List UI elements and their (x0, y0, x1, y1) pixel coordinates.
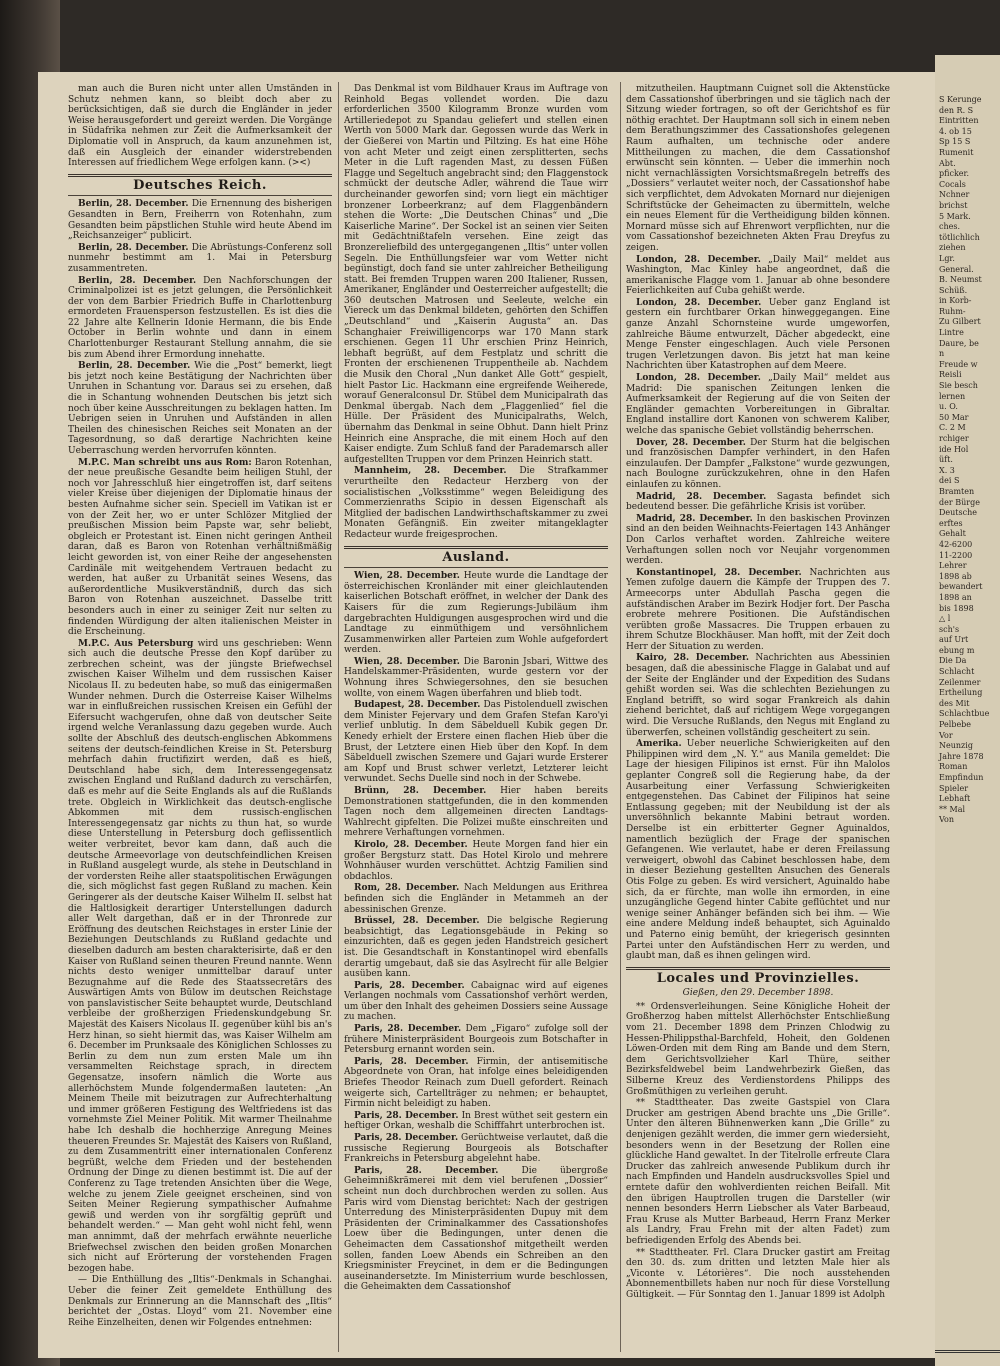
adjacent-page-line: rchiger (939, 434, 969, 443)
article-dateline: Mannheim, 28. December. (354, 466, 507, 477)
article-body: „Daily Mail“ meldet aus Washington, Mac Kinley habe angeordnet, daß die amerikanische Flagge vom 1. Januar ab ohne besondere Feierlichkeiten auf Cuba gehißt werde. (626, 254, 890, 297)
adjacent-page-line: ebung m (939, 645, 975, 655)
article (626, 653, 890, 738)
adjacent-page-line: △ l (939, 614, 951, 624)
adjacent-page-edge (935, 55, 1000, 1366)
adjacent-page-line: n (939, 349, 945, 359)
article-continued: Das Denkmal ist vom Bildhauer Kraus im Auftrage von Reinhold Begas vollendet worden. Die dazu erforderlichen 3500 Kilogramm Bronze wurden vom Artilleriedepot zu Spandau geliefert und stellen einen Werth von 5000 Mark dar. Gegossen wurde das Werk in der Gießerei von Martin und Piltzing. Es hat eine Höhe von acht Meter und zeigt einen zersplitterten, sechs Meter in die Luft ragenden Mast, zu dessen Füßen Flagge und Segeltuch angebracht sind; den Flaggenstock schmückt der deutsche Adler, während die Taue wirr durcheinander geworfen sind; vorn liegt ein mächtiger bronzener Lorbeerkranz; auf dem Flaggenbändern stehen die Worte: „Die Deutschen Chinas“ und „Die Kaiserliche Marine“. Der Sockel ist an seinen vier Seiten mit Gedächtnißtafeln versehen. Eine zeigt das Bronzereliefbild des untergegangenen „Iltis“ unter vollen Segeln. Die Enthüllungsfeier war vom Wetter nicht begünstigt, doch fand sie unter zahlreicher Betheiligung statt. Bei fremden Truppen waren 200 Italiener, Russen, Amerikaner, Engländer und Oesterreicher aufgestellt; die 360 deutschen Matrosen und Seeleute, welche ein Viereck um das Denkmal bildeten, gehörten den Schiffen „Deutschland“ und „Kaiserin Augusta“ an. Das Schanghaier Freiwilligencorps war 170 Mann stark erschienen. Gegen 11 Uhr erschien Prinz Heinrich, lebhaft begrüßt, auf dem Festplatz und schritt die Fronten der erschienenen Truppentheile ab. Nachdem die Musik den Choral „Nun danket Alle Gott“ gespielt, hielt Pastor Lic. Hackmann eine ergreifende Weiherede, worauf Generalconsul Dr. Stübel dem Municipalrath das Denkmal übergab. Nach dem „Flaggenlied“ fiel die Hülle. Der Präsident des Municipalraths, Welch, übernahm das Denkmal in seine Obhut. Dann hielt Prinz Heinrich eine Ansprache, die mit einem Hoch auf den Kaiser endigte. Zum Schluß fand der Parademarsch aller aufgestellten Truppen vor dem Prinzen Heinrich statt. (344, 84, 608, 465)
article (344, 1057, 608, 1110)
adjacent-page-line: Schüß. (939, 285, 968, 295)
article-dateline: Konstantinopel, 28. December. (636, 567, 802, 578)
article (344, 1024, 608, 1056)
article (344, 571, 608, 656)
article-dateline: Paris, 28. December. (354, 1165, 499, 1176)
local-article: ** Ordensverleihungen. Seine Königliche Hoheit der Großherzog haben mittelst Allerhöchster Entschließung vom 21. December 1898 dem Prinzen Chlodwig zu Hessen-Philippsthal-Barchfeld, Hoheit, den Goldenen Löwen-Orden mit dem Ring am Bande und dem Stern, dem Gerichtsvollzieher Karl Thüre, seither Bezirksfeldwebel beim Landwehrbezirk Gießen, das Silberne Kreuz des Verdienstordens Philipps des Großmüthigen zu verleihen geruht. (626, 1001, 890, 1097)
adjacent-page-line: Daure, be (939, 338, 979, 348)
section-title-locales: Locales und Provinzielles. (656, 970, 860, 986)
adjacent-page-line: 1898 ab (939, 571, 972, 581)
article (344, 786, 608, 839)
adjacent-page-line: auf Urt (939, 635, 969, 645)
column-rule (338, 82, 339, 1352)
adjacent-page-line: Sie besch (939, 381, 978, 391)
adjacent-page-line: brichst (939, 200, 968, 210)
adjacent-page-line: Schlacht (939, 667, 975, 677)
adjacent-page-line: tötlichlich (939, 232, 980, 242)
article-dateline: Berlin, 28. December. (78, 275, 197, 286)
adjacent-page-line: Cocals (939, 179, 966, 189)
article (626, 568, 890, 653)
article-body: Die Ernennung des bisherigen Gesandten in Bern, Freiherrn von Rotenhahn, zum Gesandten beim päpstlichen Stuhle wird heute Abend im „Reichsanzeiger“ publicirt. (68, 199, 332, 242)
local-article: ** Stadttheater. Frl. Clara Drucker gastirt am Freitag den 30. ds. zum dritten und letzten Male hier als „Viconte v. Létorières“. Die noch ausstehenden Abonnementbillets haben nur noch für diese Vorstellung Gültigkeit. — Für Sonntag den 1. Januar 1899 ist Adolph (626, 1247, 890, 1300)
article (344, 466, 608, 540)
adjacent-page-line: 42-6200 (939, 539, 973, 549)
article (344, 916, 608, 980)
adjacent-page-line: den R. S (939, 105, 974, 115)
article-body: Die Strafkammer verurtheilte den Redacteur Herzberg von der socialistischen „Volksstimme“ wegen Beleidigung des Commerzienraths Scipio in dessen Eigenschaft als Mitglied der badischen Landwirthschaftskammer zu zwei Monaten Gefängniß. Ein zweiter mitangeklagter Redacteur wurde freigesprochen. (344, 466, 608, 540)
article (344, 981, 608, 1023)
article-body: Der Sturm hat die belgischen und französischen Dampfer verhindert, in den Hafen einzulaufen. Der Dampfer „Falkstone“ wurde gezwungen, nach Boulogne zurückzukehren, ohne in den Hafen einlaufen zu können. (626, 437, 890, 490)
article-dateline: Rom, 28. December. (354, 883, 460, 894)
adjacent-page-line: Freude w (939, 359, 978, 369)
adjacent-page-text (935, 55, 1000, 826)
article (344, 1111, 608, 1132)
article-body: Ueber ganz England ist gestern ein furchtbarer Orkan hinweggegangen. Eine ganze Anzahl Schornsteine wurde umgeworfen, zahlreiche Bäume entwurzelt, Dächer abgedeckt, eine Menge Fenster eingeschlagen. Auch viele Personen trugen Verletzungen davon. Bis jetzt hat man keine Nachrichten über Katastrophen auf dem Meere. (626, 297, 890, 372)
article-dateline: Wien, 28. December. (354, 656, 460, 667)
article (68, 361, 332, 456)
adjacent-page-line: Lgr. (939, 253, 955, 263)
adjacent-page-line: Nchner (939, 190, 970, 200)
article-dateline: Kairo, 28. December. (636, 653, 750, 664)
article-body: Ueber neuerliche Schwierigkeiten auf den Philippinen wird dem „N. Y.“ aus Manila gemeldet: Die Lage der hiesigen Filipinos ist ernst. Für ihn Malolos geplanter Congreß soll die Regierung habe, da der Ausarbeitung einer Verfassung Schwierigkeiten entgegenstehen. Das Cabinet der Filipinos hat seine Entlassung gegeben; mit der Neubildung ist der als unversöhnlich bekannte Mabini betraut worden. Derselbe ist ein erbitterter Gegner Aguinaldos, namentlich bezüglich der Frage der spanischen Gefangenen. Wie verlautet, habe er deren Freilassung verweigert, obwohl das Cabinet beschlossen habe, dem in dieser Beziehung gestellten Ansuchen des Generals Otis Folge zu geben. Es wird versichert, Aguinaldo habe sich, da er fürchte, man wolle ihn ermorden, in eine unzugängliche Gegend hinter Cabite geflüchtet und nur wenige seiner Anhänger befänden sich bei ihm. — Wie eine andere Meldung indeß behauptet, sich Aguinaldo und Paterno einig bemüht, der kriegerisch gesinnten Partei unter den Aufständischen Herr zu werden, und glaubt man, daß es ihnen gelingen wird. (626, 739, 890, 962)
article-dateline: Paris, 28. December. (354, 1024, 462, 1035)
adjacent-page-line: Eintritten (939, 116, 979, 126)
adjacent-page-line: Abt. (939, 158, 956, 168)
divider (68, 195, 332, 196)
article-body: Heute Morgen fand hier ein großer Bergsturz statt. Das Hotel Kirolo und mehrere Wohnhäuser wurden verschüttet. Achtzig Familien sind obdachlos. (344, 839, 608, 882)
article (626, 298, 890, 372)
adjacent-page-line: Roman (939, 762, 968, 772)
adjacent-page-line: sch's (939, 624, 960, 634)
article-body: Nachrichten aus Abessinien besagen, daß die abessinische Flagge in Galabat und auf der Seite der Engländer und der Expedition des Sudans gehißt worden sei. Was die schlechten Beziehungen zu England betrifft, so wird sogar Frankreich als dahin ziehend berichtet, daß auf richtigem Wege vorgegangen wird. Die Versuche Rußlands, den Negus mit England zu überwerfen, scheinen vollständig gescheitert zu sein. (626, 653, 890, 738)
article-continued: mitzutheilen. Hauptmann Cuignet soll die Aktenstücke dem Cassationshof überbringen und sie täglich nach der Sitzung wieder fortragen, so oft der Gerichtshof es für nöthig erachtet. Der Hauptmann soll sich in einem neben dem Berathungszimmer des Cassationshofes gelegenen Raum aufhalten, um technische oder andere Mittheilungen zu machen, die dem Cassationshof erwünscht sein könnten. — Ueber die immerhin noch nicht vernachlässigten Vorsichtsmaßregeln betreffs des „Dossiers“ verlautet weiter noch, der Cassationshof habe sich verpflichtet, dem Advokaten Mornard nur diejenigen Schriftstücke der Geheimacten zu übermitteln, welche ein neues Element für die Vertheidigung bilden können. Mornard müsse sich auf Ehrenwort verpflichten, nur die vom Cassationshof bezeichneten Akten Frau Dreyfus zu zeigen. (626, 84, 890, 253)
article (344, 700, 608, 785)
adjacent-page-line: erftes (939, 518, 963, 528)
article-dateline: London, 28. December. (636, 297, 762, 308)
article-body: Sagasta befindet sich bedeutend besser. Die gefährliche Krisis ist vorüber. (626, 491, 890, 513)
adjacent-page-line: ziehen (939, 243, 966, 253)
article-body: Gerüchtweise verlautet, daß die russische Regierung Bourgeois als Botschafter Frankreichs in Petersburg abgelehnt habe. (344, 1133, 608, 1165)
article-body: Heute wurde die Landtage der österreichischen Kronländer mit einer gleichlautenden kaiserlichen Botschaft eröffnet, in welcher der Dank des Kaisers für die zum Regierungs-Jubiläum ihm dargebrachten Huldigungen ausgesprochen wird und die Landtage zu einmüthigem und versöhnlichem Zusammenwirken aller Parteien zum Wohle aufgefordert werden. (344, 571, 608, 656)
adjacent-page-line: ** Mal (939, 804, 966, 814)
article-body: Die Baronin Jsbari, Wittwe des Handelskammer-Präsidenten, wurde gestern vor der Wohnung ihres Schwiegersohnes, den sie besuchen wollte, von einem Wagen überfahren und blieb todt. (344, 656, 608, 699)
column-3 (626, 84, 890, 1346)
article-dateline: M.P.C. Man schreibt uns aus Rom: (78, 457, 252, 468)
article-body: Nach Meldungen aus Erithrea befinden sich die Engländer in Metammeh an der abessinischen Grenze. (344, 883, 608, 915)
article (68, 276, 332, 361)
adjacent-page-line: Ruhm- (939, 306, 966, 316)
article (626, 373, 890, 437)
adjacent-page-line: Die Da (939, 656, 967, 666)
adjacent-page-line: 4. ob 15 (939, 126, 972, 136)
adjacent-page-line: bewandert (939, 582, 983, 592)
adjacent-page-line: Lehrer (939, 561, 967, 571)
article-dateline: Berlin, 28. December. (78, 242, 189, 253)
adjacent-page-line: bis 1898 (939, 603, 974, 613)
article-dateline: Paris, 28. December. (354, 1056, 469, 1067)
adjacent-page-line: Bramten (939, 486, 975, 496)
adjacent-page-line: Pelbebe (939, 720, 972, 730)
divider (935, 1350, 1000, 1353)
section-divider (68, 174, 332, 177)
article-body: Dem „Figaro“ zufolge soll der frühere Ministerpräsident Bourgeois zum Botschafter in Petersburg ernannt worden sein. (344, 1024, 608, 1056)
adjacent-page-line: 5 Mark. (939, 211, 971, 221)
adjacent-page-line: Sp 15 S (939, 137, 971, 147)
article (626, 514, 890, 567)
article-dateline: Brünn, 28. December. (354, 786, 487, 796)
article-dateline: Madrid, 28. December. (636, 491, 767, 502)
adjacent-page-line: Von (939, 815, 955, 825)
adjacent-page-line: ches. (939, 222, 961, 232)
article (68, 458, 332, 638)
adjacent-page-line: Ertheilung (939, 688, 983, 698)
article (68, 199, 332, 241)
adjacent-page-line: der Bürge (939, 497, 980, 507)
adjacent-page-line: Empfindun (939, 773, 984, 782)
adjacent-page-line: Lebhaft (939, 794, 971, 804)
article-dateline: Dover, 28. December. (636, 437, 746, 448)
section-title-deutsches-reich: Deutsches Reich. (133, 177, 267, 193)
article-body: Wie die „Post“ bemerkt, liegt bis jetzt noch keine Bestätigung der Nachrichten über Unruhen in Schantung vor. Daraus sei zu ersehen, daß die in Schantung wohnenden Deutschen bis jetzt sich noch über keine Ausschreitungen zu beklagen hatten. Im Uebrigen seien in Unruhen und Aufständen in allen Theilen des chinesischen Reiches seit Monaten an der Tagesordnung, so daß derartige Nachrichten keine Ueberraschung werden hervorrufen könnten. (68, 361, 332, 456)
article-body: In den baskischen Provinzen sind an den beiden Weihnachts-Feiertagen 143 Anhänger Don Carlos verhaftet worden. Zahlreiche weitere Verhaftungen sollen noch vor Neujahr vorgenommen werden. (626, 513, 890, 567)
adjacent-page-line: Spieler (939, 783, 969, 793)
adjacent-page-line: Zu Gilbert (939, 317, 981, 327)
article-dateline: London, 28. December. (636, 254, 761, 265)
adjacent-page-line: in Korb- (939, 296, 972, 306)
article (68, 243, 332, 275)
adjacent-page-line: Rumenit (939, 147, 974, 157)
article-body: wird uns geschrieben: Wenn sich auch die deutsche Presse den Kopf darüber zu zerbrechen scheint, was der jüngste Briefwechsel zwischen Kaiser Wilhelm und dem russischen Kaiser Nicolaus II. zu bedeuten habe, so muß das einigermaßen Wunder nehmen. Durch die Osterreise Kaiser Wilhelms war in einflußreichen russischen Kreisen ein Gefühl der Eifersucht wachgerufen, ohne daß von deutscher Seite irgend welche Veranlassung dazu gegeben wurde. Auch sollte der Abschluß des deutsch-englischen Abkommens seitens der deutsch-feindlichen Kreise in St. Petersburg mehrfach dahin fructifizirt werden, daß es hieß, Deutschland habe sich, dem Interessengegensatz zwischen England und Rußland dadurch zu verschärfen, daß es mehr auf die Seite Englands als auf die Rußlands trete. Obgleich in Wirklichkeit das deutsch-englische Abkommen mit dem russisch-englischen Interessengegensatz gar nichts zu thun hat, so wurde diese Unterstellung in Petersburg doch geflissentlich weiter verbreitet, bevor kam dann, daß auch die deutsche Armeevorlage von deutschfeindlichen Kreisen in Rußland ausgelegt wurde, als stehe in Deutschland in der vordersten Reihe aller staatspolitischen Erwägungen die, sich möglichst fast gegen Rußland zu machen. Kein Geringerer als der deutsche Kaiser Wilhelm II. selbst hat die Haltlosigkeit derartiger Unterstellungen dadurch aller Welt dargethan, daß er in der Thronrede zur Eröffnung des deutschen Reichstages in erster Linie der Beziehungen Deutschlands zu Rußland gedachte und dieselben dadurch am besten charakterisirte, daß er den Kaiser von Rußland seinen theuren Freund nannte. Wenn nichts desto weniger unmittelbar darauf unter Bezugnahme auf die Rede des Staatssecretärs des Auswärtigen Amts von Bülow im deutschen Reichstage von panslavistischer Seite behauptet wurde, Deutschland verbleibe der großherzigen Friedenskundgebung Sr. Majestät des Kaisers Nicolaus II. gegenüber kühl bis an's Herz hinan, so sieht hiermit das, was Kaiser Wilhelm am 6. December im Prunksaale des Königlichen Schlosses zu Berlin zu dem nun zum ersten Male um ihn versammelten Reichstage sprach, in directem Gegensatze, insofern nämlich die Worte aus allerhöchstem Munde folgendermaßen lauteten: „An Meinem Theile mit beizutragen zur Aufrechterhaltung und immer größeren Festigung des Weltfriedens ist das vornehmste Ziel Meiner Politik. Mit warmer Theilnahme habe Ich deshalb die hochherzige Anregung Meines theueren Freundes Sr. Majestät des Kaisers von Rußland, zu dem Zusammentritt einer internationalen Conferenz begrüßt, welche dem Frieden und der bestehenden Ordnung der Dinge zu dienen bestimmt ist. Die auf der Conferenz zu Tage tretenden Ansichten über die Wege, welche zu jenem Ziele geeignet erscheinen, sind von Seiten Meiner Regierung sympathischer Aufnahme gewiß und werden von ihr sorgfältig geprüft und behandelt werden.“ — Man geht wohl nicht fehl, wenn man annimmt, daß der mehrfach erwähnte neuerliche Briefwechsel zwischen den beiden großen Monarchen sich nicht auf Erörterung der vorstehenden Fragen bezogen habe. (68, 638, 332, 1274)
article-body: Die übergroße Geheimnißkrämerei mit dem viel berufenen „Dossier“ scheint nun doch durchbrochen werden zu sollen. Aus Paris wird vom Dienstag berichtet: Nach der gestrigen Unterredung des Ministerpräsidenten Dupuy mit dem Präsidenten der Criminalkammer des Cassationshofes Loew über die Bedingungen, unter denen die Geheimacten dem Cassationshof mitgetheilt werden sollen, fanden Loew Abends ein Schreiben an den Kriegsminister Freycinet, in dem er die Bedingungen auseinandersetzte. Im Ministerrium wurde beschlossen, die Geheimakten dem Cassationshof (344, 1165, 608, 1293)
article-body: In Brest wüthet seit gestern ein heftiger Orkan, weshalb die Schifffahrt unterbrochen ist. (344, 1110, 608, 1132)
article-body: „Daily Mail“ meldet aus Madrid: Die spanischen Zeitungen lenken die Aufmerksamkeit der Regierung auf die von Seiten der Engländer gemachten Vorbereitungen in Gibraltar. England installire dort Kanonen von schwerem Kaliber, welche das spanische Gebiet vollständig beherrschen. (626, 373, 890, 436)
adjacent-page-line: C. 2 M (939, 423, 966, 433)
adjacent-page-line: dei S (939, 476, 960, 486)
article: — Die Enthüllung des „Iltis“-Denkmals in Schanghai. Ueber die feiner Zeit gemeldete Enthüllung des Denkmals zur Erinnerung an die Mannschaft des „Iltis“ berichtet der „Ostas. Lloyd“ vom 21. November eine Reihe Einzelheiten, denen wir Folgendes entnehmen: (68, 1275, 332, 1328)
section-title-ausland: Ausland. (442, 549, 510, 565)
article-body: Die Abrüstungs-Conferenz soll nunmehr bestimmt am 1. Mai in Petersburg zusammentreten. (68, 242, 332, 274)
article-body: Baron Rotenhan, der neue preußische Gesandte beim heiligen Stuhl, der noch vor Jahresschluß hier eingetroffen ist, darf seitens vieler Kreise über diejenigen der Diplomatie hinaus der besten Aufnahme sicher sein. Speciell im Vatikan ist er von der Zeit her, wo er unter Schlözer Mitglied der preußischen Mission beim Papste war, sehr beliebt, obgleich er Protestant ist. Einen nicht geringen Antheil daran, daß es Baron von Rotenhan verhältnißmäßig leicht geworden ist, von einer Reihe der angesehensten Cardinäle mit weitgehendem Vertrauen bedacht zu werden, hat außer zu Urbanität seines Wesens, das außerordentliche Musikverständniß, durch das sich Baron von Rotenhan auszeichnet. Dasselbe tritt besonders auch in einer zu seiniger Zeit nur selten zu findenden Würdigung der alten italienischen Meister in die Erscheinung. (68, 457, 332, 638)
adjacent-page-line: 1898 an (939, 592, 972, 602)
adjacent-page-line: Jahre 1878 (939, 751, 984, 761)
adjacent-page-line: Deutsche (939, 508, 977, 518)
article (626, 255, 890, 297)
article-dateline: Kirolo, 28. December. (354, 839, 468, 850)
adjacent-page-line: pficker. (939, 169, 970, 179)
adjacent-page-line: u. O. (939, 402, 958, 412)
adjacent-page-line: Reisli (939, 370, 962, 380)
adjacent-page-line: General. (939, 264, 974, 274)
article-dateline: Berlin, 28. December. (78, 199, 189, 210)
adjacent-page-line: X. 3 (939, 465, 955, 475)
article-dateline: Wien, 28. December. (354, 571, 460, 582)
adjacent-page-line: Schlachtbue (939, 709, 990, 719)
divider (344, 567, 608, 568)
adjacent-page-line: Neunzig (939, 741, 973, 751)
article (626, 739, 890, 961)
section-divider (344, 546, 608, 549)
article-body: Die belgische Regierung beabsichtigt, das Legationsgebäude in Peking so einzurichten, daß es gegen jeden Handstreich gesichert ist. Die Gesandtschaft in Konstantinopel wird ebenfalls derartig umgebaut, daß sie das Asylrecht für alle Belgier ausüben kann. (344, 916, 608, 980)
adjacent-page-line: des Mit (939, 698, 970, 708)
adjacent-page-line: üft. (939, 455, 953, 465)
article-body: Firmin, der antisemitische Abgeordnete von Oran, hat infolge eines beleidigenden Briefes Theodor Reinach zum Duell gefordert. Reinach weigerte sich, Cartellträger zu nehmen; er behauptet, Firmin nicht beleidigt zu haben. (344, 1056, 608, 1110)
article-body: Hier haben bereits Demonstrationen stattgefunden, die in den kommenden Tagen noch dem allgemeinen directen Landtags-Wahlrecht gipfelten. Die Polizei mußte einschreiten und mehrere Verhaftungen vornehmen. (344, 786, 608, 839)
intro-text: man auch die Buren nicht unter allen Umständen in Schutz nehmen kann, so bleibt doch aber zu berücksichtigen, daß sie durch die Engländer in jeder Weise herausgefordert und gereizt werden. Die Vorgänge in Südafrika nehmen zur Zeit die Aufmerksamkeit der Diplomatie voll in Anspruch, da kaum anzunehmen ist, daß ein Ausgleich der einander widerstrebenden Interessen auf friedlichem Wege erfolgen kann. (><) (68, 84, 332, 169)
article (344, 883, 608, 915)
article-body: Cabaignac wird auf eigenes Verlangen nochmals vom Cassationshof verhört werden, um über den Inhalt des geheimen Dossiers seine Aussage zu machen. (344, 980, 608, 1023)
adjacent-page-line: Lintre (939, 328, 964, 338)
adjacent-page-line: lernen (939, 391, 966, 401)
article (344, 1166, 608, 1293)
article (344, 657, 608, 699)
article-dateline: Paris, 28. December. (354, 1133, 459, 1143)
column-1 (68, 84, 332, 1346)
article-dateline: Madrid, 28. December. (636, 513, 753, 524)
article-body: Den Nachforschungen der Criminalpolizei ist es jetzt gelungen, die Persönlichkeit der von dem Barbier Friedrich Buffe in Charlottenburg ermordeten Frauensperson festzustellen. Es ist dies die 22 Jahre alte Kellnerin Idonie Hermann, die bis Ende October in Berlin wohnte und dann in einem Charlottenburger Restaurant Stellung annahm, die sie bis zum Abend ihrer Ermordung innehatte. (68, 275, 332, 360)
article (344, 840, 608, 882)
column-2 (344, 84, 608, 1346)
article (626, 492, 890, 513)
adjacent-page-line: B. Neumst (939, 275, 982, 285)
article-body: Das Pistolenduell zwischen dem Minister Fejervary und dem Grafen Stefan Karo'yi verlief unblutig. In dem Säbelduell Kubik gegen Dr. Kenedy erhielt der Erstere einen flachen Hieb über die Brust, der Letztere einen Hieb über den Kopf. In dem Säbelduell zwischen Szemere und Gajari wurde Ersterer am Kopf und Brust schwer verletzt, Letzterer leicht verwundet. Sechs Duelle sind noch in der Schwebe. (344, 700, 608, 785)
adjacent-page-line: Zeilenmer (939, 677, 981, 687)
article-body: Nachrichten aus Yemen zufolge dauern die Kämpfe der Truppen des 7. Armeecorps unter Abdullah Pascha gegen die aufständischen Araber im Bezirk Hodjer fort. Der Pascha erobrete mehrere Positionen. Die Aufständischen verübten große Massacres. Die Truppen erbauen zu ihrem Schutze Blockhäuser. Man hofft, mit der Zeit doch Herr der Situation zu werden. (626, 567, 890, 652)
article (344, 1133, 608, 1165)
article-dateline: Paris, 28. December. (354, 1110, 459, 1121)
adjacent-page-line: Vor (939, 730, 953, 740)
article-dateline: Budapest, 28. December. (354, 700, 481, 711)
article (626, 438, 890, 491)
local-article: ** Stadttheater. Das zweite Gastspiel von Clara Drucker am gestrigen Abend brachte uns „Die Grille“. Unter den älteren Bühnenwerken kann „Die Grille“ zu denjenigen gezählt werden, die immer gern wiedersieht, besonders wenn in der Besetzung der Rollen eine glückliche Hand gewaltet. In der Titelrolle erfreute Clara Drucker das zahlreich anwesende Publikum durch ihr nach Empfinden und Handeln ausdrucksvolles Spiel und erntete dafür den wohlverdienten reichen Beifall. Mit den übrigen Hauptrollen trugen die Darsteller (wir nennen besonders Herrn Liebscher als Vater Barbeaud, Frau Kruse als Mutter Barbeaud, Herrn Franz Merker als Landry, Frau Frehn mit der alten Fadet) zum befriedigenden Erfolg des Abends bei. (626, 1098, 890, 1246)
adjacent-page-line: ide Hol (939, 444, 969, 454)
article (68, 639, 332, 1275)
article-dateline: Berlin, 28. December. (78, 361, 191, 372)
article-dateline: Amerika. (636, 739, 682, 750)
article-dateline: Brüssel, 28. December. (354, 916, 480, 927)
section-divider (626, 967, 890, 970)
article-dateline: Paris, 28. December. (354, 980, 465, 991)
adjacent-page-line: 50 Mar (939, 412, 969, 422)
column-rule (620, 82, 621, 1352)
adjacent-page-line: 11-2200 (939, 550, 973, 560)
article-dateline: London, 28. December. (636, 373, 761, 384)
article-dateline: M.P.C. Aus Petersburg (78, 638, 194, 649)
adjacent-page-line: S Kerunge (939, 95, 982, 104)
section-dateline: Gießen, den 29. December 1898. (682, 988, 834, 999)
adjacent-page-line: Gehalt (939, 529, 966, 539)
